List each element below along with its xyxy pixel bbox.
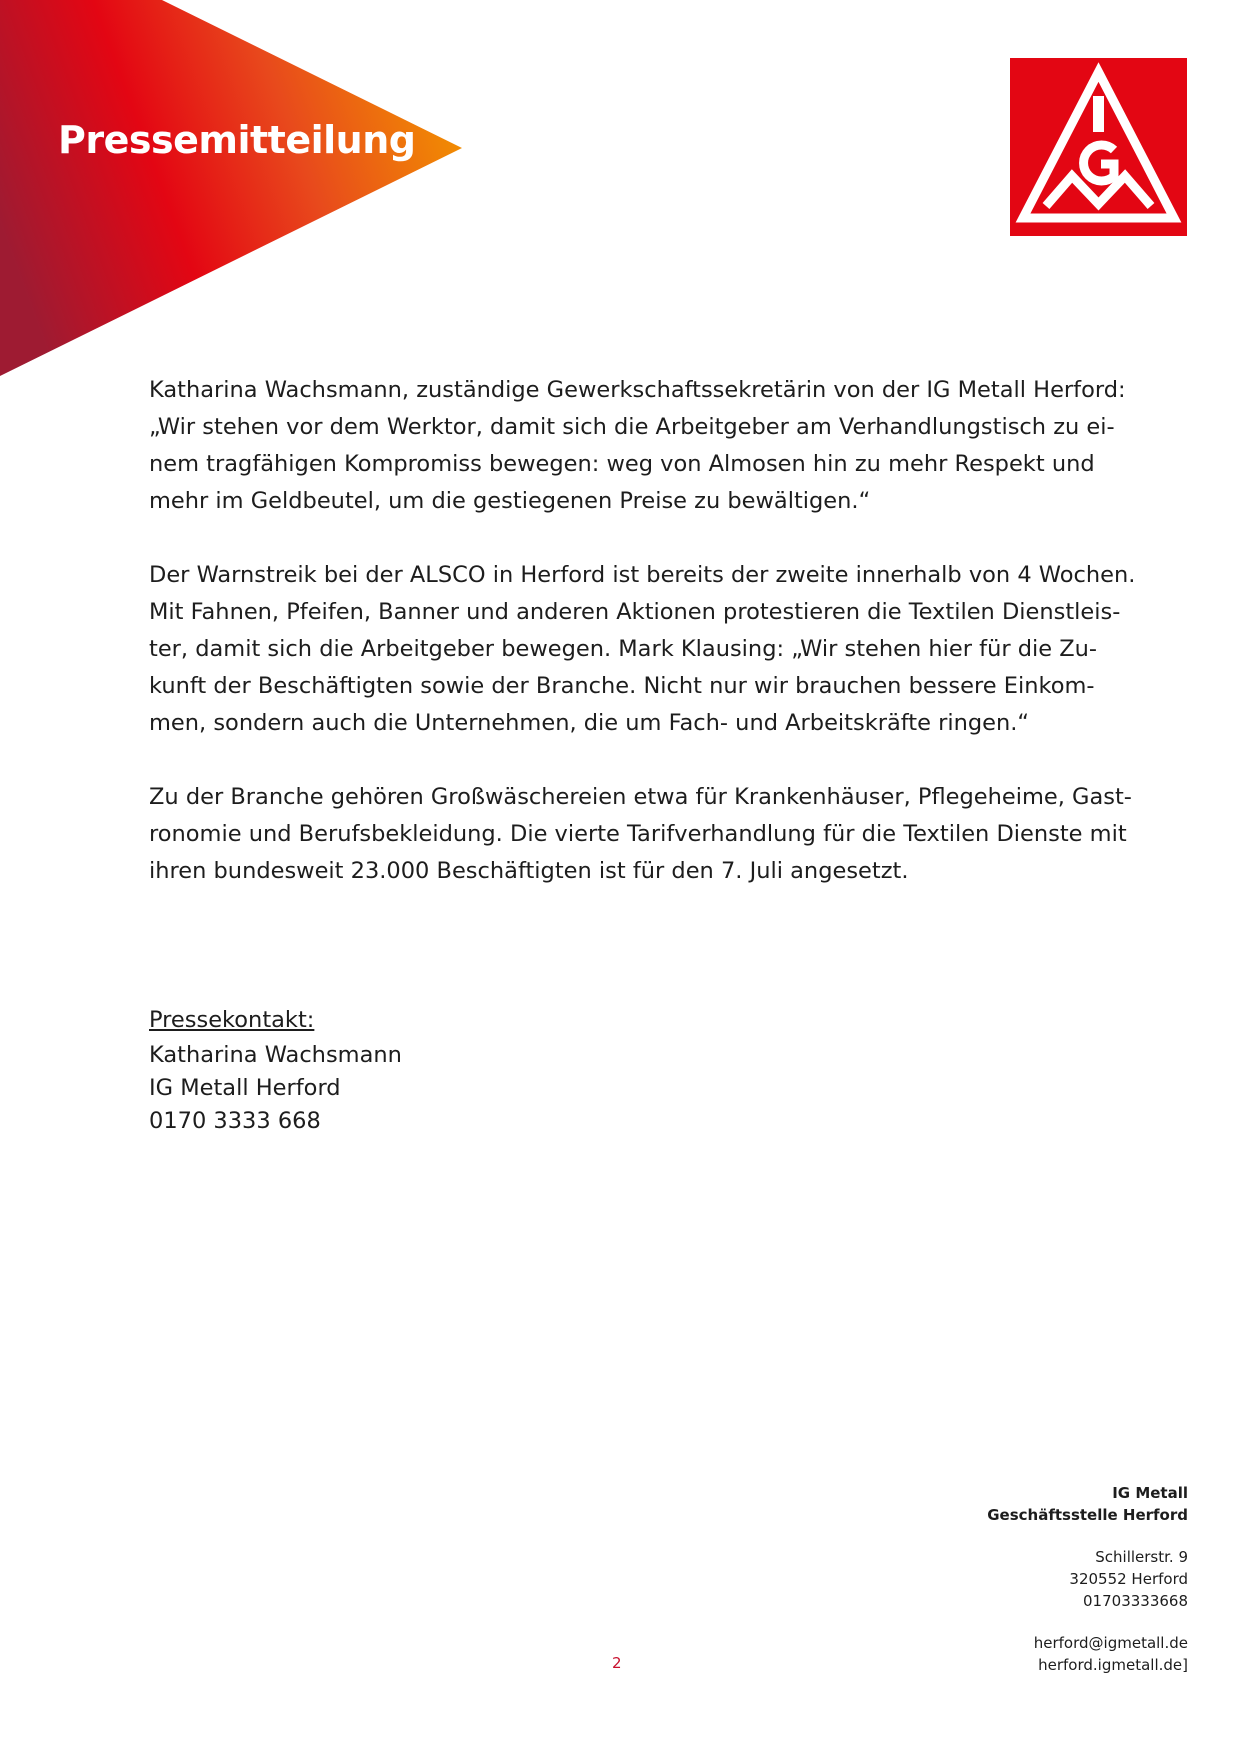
text-line: Zu der Branche gehören Großwäschereien etwa für Krankenhäuser, Pflegeheime, Gast-: [149, 784, 1132, 810]
contact-organization: IG Metall Herford: [149, 1075, 341, 1101]
text-line: Der Warnstreik bei der ALSCO in Herford ist bereits der zweite innerhalb von 4 Wochen.: [149, 562, 1136, 588]
footer-org-name: IG Metall: [1112, 1484, 1188, 1502]
footer-website[interactable]: herford.igmetall.de]: [1038, 1656, 1188, 1674]
text-line: men, sondern auch die Unternehmen, die um Fach- und Arbeitskräfte ringen.“: [149, 710, 1030, 736]
footer-postal: [987, 1546, 1188, 1612]
footer-street: Schillerstr. 9: [1095, 1548, 1188, 1566]
footer-phone: 01703333668: [1083, 1592, 1188, 1610]
footer-office: Geschäftsstelle Herford: [987, 1506, 1188, 1524]
paragraph-warnstreik: [149, 557, 1136, 742]
text-line: ter, damit sich die Arbeitgeber bewegen. Mark Klausing: „Wir stehen hier für die Zu-: [149, 636, 1098, 662]
text-line: nem tragfähigen Kompromiss bewegen: weg von Almosen hin zu mehr Respekt und: [149, 451, 1095, 477]
header-banner: [0, 0, 470, 380]
footer-email[interactable]: herford@igmetall.de: [1033, 1634, 1188, 1652]
press-release-body: [149, 372, 1136, 927]
text-line: Katharina Wachsmann, zuständige Gewerkschaftssekretärin von der IG Metall Herford:: [149, 377, 1126, 403]
paragraph-quote-wachsmann: [149, 372, 1126, 520]
contact-name: Katharina Wachsmann: [149, 1042, 402, 1068]
paragraph-branche: [149, 779, 1132, 890]
text-line: „Wir stehen vor dem Werktor, damit sich die Arbeitgeber am Verhandlungstisch zu ei-: [149, 414, 1115, 440]
text-line: ronomie und Berufsbekleidung. Die vierte Tarifverhandlung für die Textilen Dienste mit: [149, 821, 1127, 847]
footer-city: 320552 Herford: [1069, 1570, 1188, 1588]
ig-metall-logo: [1010, 58, 1187, 236]
contact-heading: Pressekontakt:: [149, 1007, 315, 1033]
text-line: mehr im Geldbeutel, um die gestiegenen Preise zu bewältigen.“: [149, 488, 871, 514]
page-title: Pressemitteilung: [58, 118, 416, 162]
footer-organization: [987, 1482, 1188, 1526]
text-line: kunft der Beschäftigten sowie der Branche. Nicht nur wir brauchen bessere Einkom-: [149, 673, 1095, 699]
press-contact: [149, 1004, 402, 1138]
text-line: Mit Fahnen, Pfeifen, Banner und anderen Aktionen protestieren die Textilen Dienstleis-: [149, 599, 1121, 625]
footer-online: [987, 1632, 1188, 1676]
footer-address: [987, 1482, 1188, 1696]
text-line: ihren bundesweit 23.000 Beschäftigten ist für den 7. Juli angesetzt.: [149, 858, 909, 884]
contact-phone: 0170 3333 668: [149, 1108, 321, 1134]
page-number: 2: [612, 1654, 622, 1672]
